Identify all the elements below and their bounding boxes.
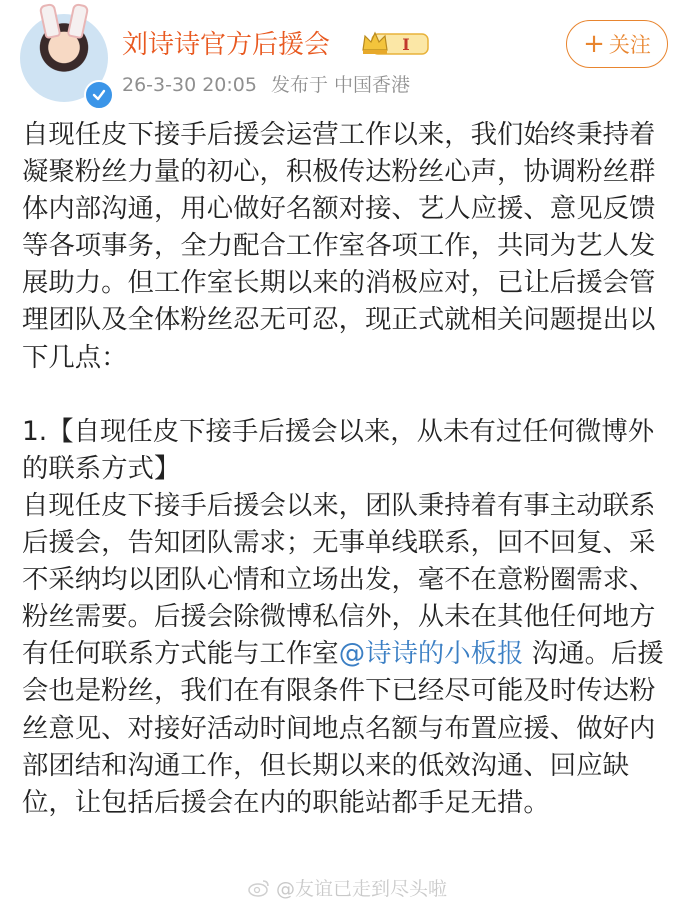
level-number: I (402, 35, 410, 54)
post-paragraph: 自现任皮下接手后援会运营工作以来，我们始终秉持着凝聚粉丝力量的初心，积极传达粉丝心声，协调粉丝群体内部沟通，用心做好名额对接、艺人应援、意见反馈等各项事务，全力配合工作室各项工作，共同为艺人发展助力。但工作室长期以来的消极应对，已让后援会管理团队及全体粉丝忍无可忍，现正式就相关问题提出以下几点： (22, 119, 656, 373)
rabbit-ear-icon (39, 3, 62, 40)
paragraph-text: 沟通。后援会也是粉丝，我们在有限条件下已经尽可能及时传达粉丝意见、对接好活动时间地点名额与布置应援、做好内部团结和沟通工作，但长期以来的低效沟通、回应缺位，让包括后援会在内的职能站都手足无措。 (22, 638, 664, 818)
post-location: 发布于 中国香港 (270, 74, 410, 96)
post-paragraph (22, 487, 672, 821)
follow-button[interactable] (566, 20, 668, 68)
level-badge (360, 28, 430, 58)
watermark (248, 874, 447, 901)
paragraph-text: 自现任皮下接手后援会以来，团队秉持着有事主动联系后援会，告知团队需求；无事单线联系，回不回复、采不采纳均以团队心情和立场出发，毫不在意粉圈需求、粉丝需要。后援会除微博私信外，从未在其他任何地方有任何联系方式能与工作室 (22, 489, 656, 670)
post-body (22, 116, 672, 821)
plus-icon: + (583, 29, 605, 59)
post-time: 26-3-30 20:05 (122, 74, 257, 96)
follow-label: 关注 (608, 33, 651, 57)
mention-link[interactable]: @诗诗的小板报 (338, 638, 524, 670)
weibo-logo-icon (248, 879, 270, 897)
post-meta (122, 70, 410, 97)
avatar[interactable] (20, 14, 108, 102)
watermark-text: @友谊已走到尽头啦 (276, 878, 448, 900)
account-name[interactable]: 刘诗诗官方后援会 (122, 30, 331, 60)
section-heading: 1.【自现任皮下接手后援会以来，从未有过任何微博外的联系方式】 (22, 415, 655, 484)
crown-icon (360, 28, 430, 58)
verified-check-icon (84, 80, 114, 110)
rabbit-ear-icon (67, 3, 90, 40)
post-header (0, 0, 690, 110)
